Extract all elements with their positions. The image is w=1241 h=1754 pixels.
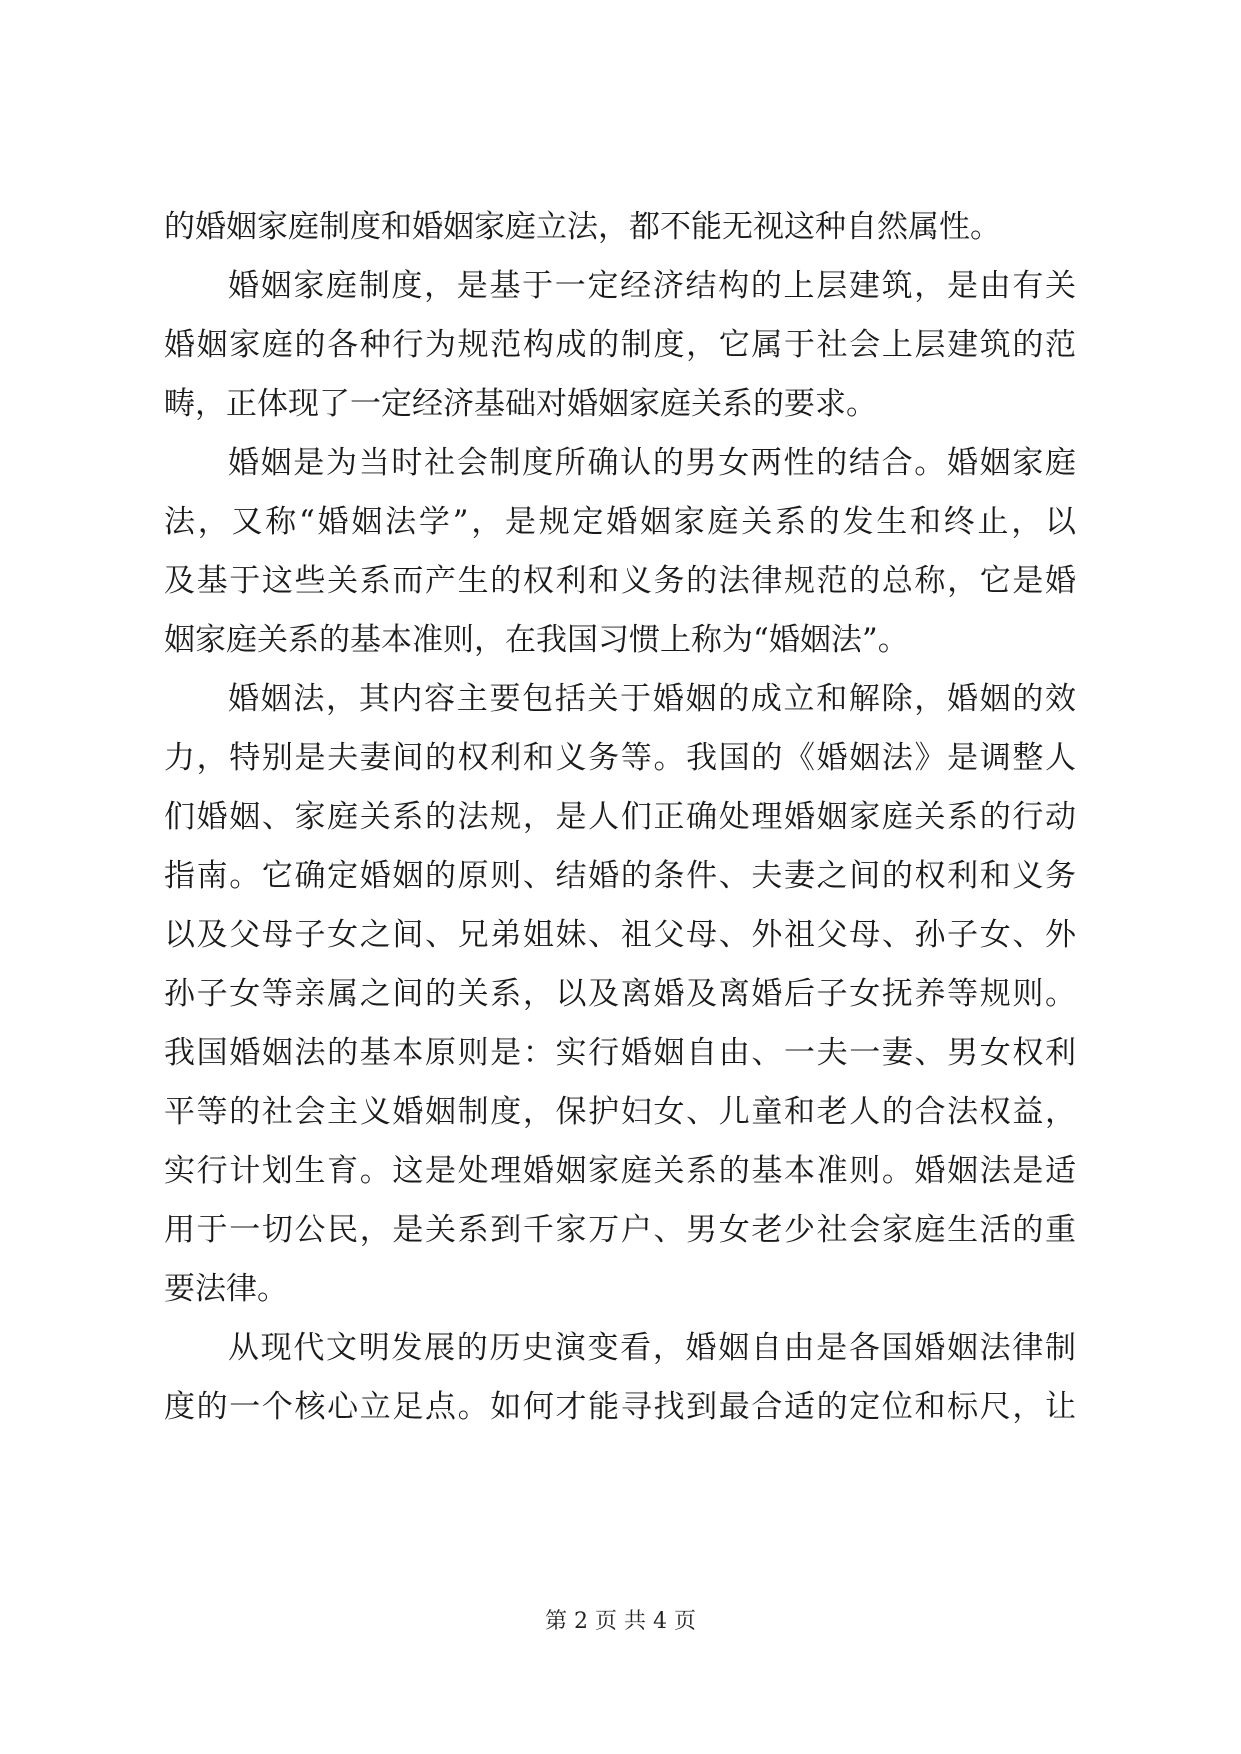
paragraph-first-line: 从现代文明发展的历史演变看，婚姻自由是各国婚姻法律制 [228,1330,1076,1366]
text-line: 我国婚姻法的基本原则是：实行婚姻自由、一夫一妻、男女权利 [164,1035,1076,1071]
page-number-footer: 第 2 页 共 4 页 [545,1609,696,1634]
text-line: 畴，正体现了一定经济基础对婚姻家庭关系的要求。 [164,386,877,422]
text-line: 法，又称“婚姻法学”，是规定婚姻家庭关系的发生和终止，以 [164,504,1076,540]
text-line: 实行计划生育。这是处理婚姻家庭关系的基本准则。婚姻法是适 [164,1153,1076,1189]
text-line: 平等的社会主义婚姻制度，保护妇女、儿童和老人的合法权益， [164,1094,1076,1130]
text-line: 指南。它确定婚姻的原则、结婚的条件、夫妻之间的权利和义务 [164,858,1076,894]
text-line: 以及父母子女之间、兄弟姐妹、祖父母、外祖父母、孙子女、外 [164,917,1076,953]
text-line: 的婚姻家庭制度和婚姻家庭立法，都不能无视这种自然属性。 [164,209,1001,245]
paragraph-first-line: 婚姻法，其内容主要包括关于婚姻的成立和解除，婚姻的效 [228,681,1076,717]
text-line: 用于一切公民，是关系到千家万户、男女老少社会家庭生活的重 [164,1212,1076,1248]
text-line: 婚姻家庭的各种行为规范构成的制度，它属于社会上层建筑的范 [164,327,1076,363]
text-line: 力，特别是夫妻间的权利和义务等。我国的《婚姻法》是调整人 [164,740,1076,776]
text-line: 姻家庭关系的基本准则，在我国习惯上称为“婚姻法”。 [164,622,909,658]
text-line: 度的一个核心立足点。如何才能寻找到最合适的定位和标尺，让 [164,1389,1076,1425]
paragraph-first-line: 婚姻家庭制度，是基于一定经济结构的上层建筑，是由有关 [228,268,1076,304]
paragraph-first-line: 婚姻是为当时社会制度所确认的男女两性的结合。婚姻家庭 [228,445,1076,481]
text-line: 及基于这些关系而产生的权利和义务的法律规范的总称，它是婚 [164,563,1076,599]
text-line: 们婚姻、家庭关系的法规，是人们正确处理婚姻家庭关系的行动 [164,799,1076,835]
text-line: 孙子女等亲属之间的关系，以及离婚及离婚后子女抚养等规则。 [164,976,1076,1012]
text-line: 要法律。 [164,1271,288,1307]
